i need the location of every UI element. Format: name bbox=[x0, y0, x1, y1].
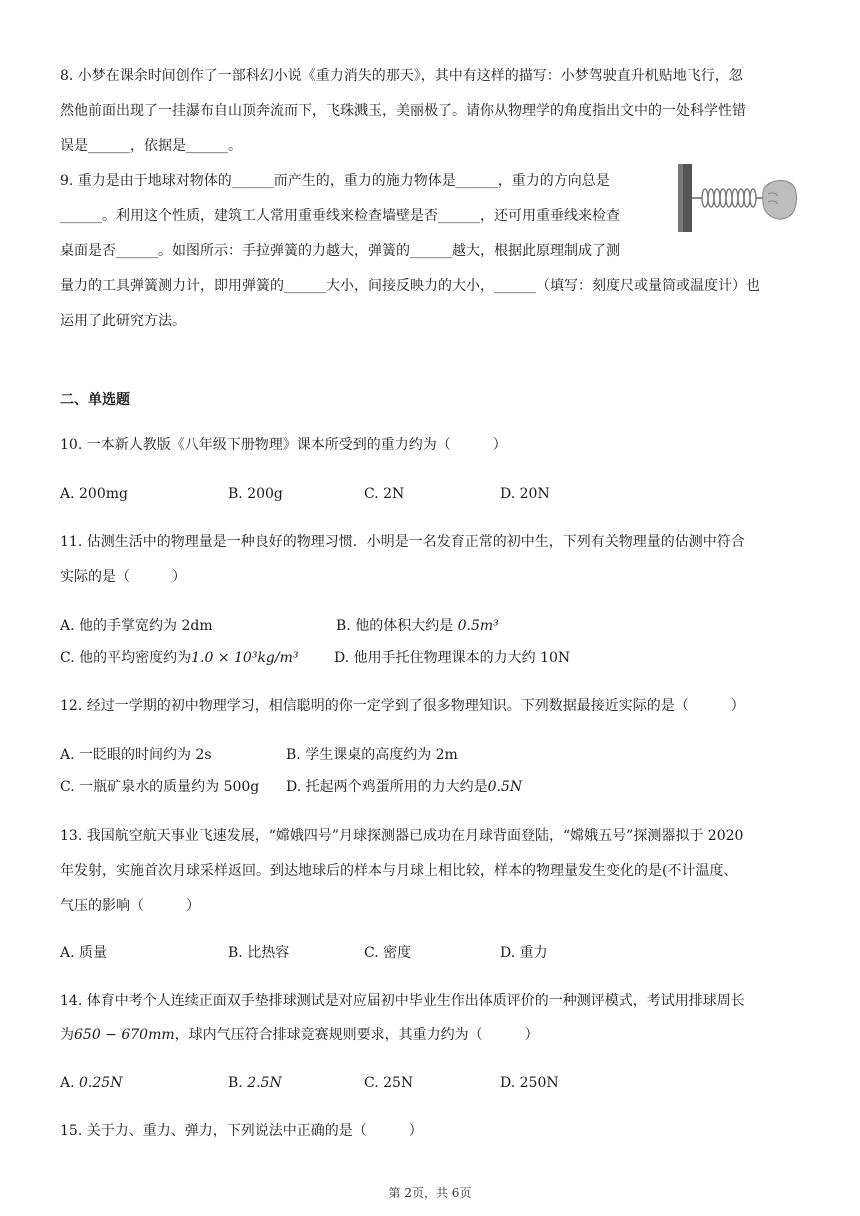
q13-line-1: 13. 我国航空航天事业飞速发展，“嫦娥四号”月球探测器已成功在月球背面登陆，“嫦娥五号”探测器拟于 2020 bbox=[60, 828, 744, 844]
hand-icon bbox=[763, 181, 797, 220]
q14-line-2 bbox=[60, 1025, 539, 1045]
q12-stem: 12. 经过一学期的初中物理学习，相信聪明的你一定学到了很多物理知识。下列数据最接近实际的是（ ） bbox=[60, 698, 745, 714]
q11-option-d: D. 他用手托住物理课本的力大约 10N bbox=[334, 650, 571, 666]
q12-option-d-formula: 0.5N bbox=[487, 779, 523, 795]
q10-stem: 10. 一本新人教版《八年级下册物理》课本所受到的重力约为（ ） bbox=[60, 437, 507, 453]
q14-option-b-formula: 2.5N bbox=[247, 1075, 282, 1091]
spring-coil bbox=[702, 189, 756, 207]
q9-line-4: 量力的工具弹簧测力计，即用弹簧的______大小，间接反映力的大小，______（填写：刻度尺或量筒或温度计）也 bbox=[60, 278, 760, 294]
q11-option-c-text: C. 他的平均密度约为 bbox=[60, 650, 192, 666]
q9-line-1: 9. 重力是由于地球对物体的______而产生的，重力的施力物体是______，重力的方向总是 bbox=[60, 173, 610, 189]
q14-option-a-text: A. bbox=[60, 1075, 80, 1091]
q11-line-2: 实际的是（ ） bbox=[60, 569, 186, 585]
q11-option-a: A. 他的手掌宽约为 2dm bbox=[60, 618, 213, 634]
q14-option-c: C. 25N bbox=[364, 1075, 414, 1091]
q11-option-b bbox=[336, 616, 499, 636]
q13-line-3: 气压的影响（ ） bbox=[60, 898, 200, 914]
q10-option-b: B. 200g bbox=[228, 486, 283, 502]
q14-option-d: D. 250N bbox=[500, 1075, 559, 1091]
q11-option-b-text: B. 他的体积大约是 bbox=[336, 618, 458, 634]
q13-option-d: D. 重力 bbox=[500, 945, 548, 961]
q12-option-a: A. 一眨眼的时间约为 2s bbox=[60, 747, 212, 763]
q10-option-d: D. 20N bbox=[500, 486, 550, 502]
q12-option-c: C. 一瓶矿泉水的质量约为 500g bbox=[60, 779, 260, 795]
q12-option-b: B. 学生课桌的高度约为 2m bbox=[286, 747, 458, 763]
q8-line-1: 8. 小梦在课余时间创作了一部科幻小说《重力消失的那天》，其中有这样的描写：小梦驾驶直升机贴地飞行，忽 bbox=[60, 68, 743, 84]
q14-formula: 650 − 670mm bbox=[74, 1027, 175, 1043]
q10-option-c: C. 2N bbox=[364, 486, 405, 502]
q15-stem: 15. 关于力、重力、弹力，下列说法中正确的是（ ） bbox=[60, 1123, 423, 1139]
q8-line-2: 然他前面出现了一挂瀑布自山顶奔流而下，飞珠溅玉，美丽极了。请你从物理学的角度指出文中的一处科学性错 bbox=[60, 103, 746, 119]
q14-line-1: 14. 体育中考个人连续正面双手垫排球测试是对应届初中毕业生作出体质评价的一种测评模式，考试用排球周长 bbox=[60, 993, 745, 1009]
q11-option-c-formula: 1.0 × 10³kg/m³ bbox=[191, 650, 299, 666]
q8-line-3: 误是______，依据是______。 bbox=[60, 138, 242, 154]
q12-option-d bbox=[286, 777, 522, 797]
section-heading-single-choice: 二、单选题 bbox=[60, 392, 130, 408]
q9-line-2: ______。利用这个性质，建筑工人常用重垂线来检查墙壁是否______，还可用重垂线来检查 bbox=[60, 208, 620, 224]
q13-option-c: C. 密度 bbox=[364, 945, 412, 961]
spring-hand-figure bbox=[674, 162, 800, 234]
q14-line-2-pre: 为 bbox=[60, 1027, 74, 1043]
q9-line-3: 桌面是否______。如图所示：手拉弹簧的力越大，弹簧的______越大，根据此原理制成了测 bbox=[60, 243, 620, 259]
q14-option-b-text: B. bbox=[228, 1075, 248, 1091]
q12-option-d-text: D. 托起两个鸡蛋所用的力大约是 bbox=[286, 779, 488, 795]
q10-option-a: A. 200mg bbox=[60, 486, 128, 502]
q9-line-5: 运用了此研究方法。 bbox=[60, 313, 186, 329]
q14-option-b bbox=[228, 1073, 282, 1093]
q13-line-2: 年发射，实施首次月球采样返回。到达地球后的样本与月球上相比较，样本的物理量发生变化的是(不计温度、 bbox=[60, 863, 738, 879]
q14-option-a-formula: 0.25N bbox=[79, 1075, 123, 1091]
page-footer: 第 2页，共 6页 bbox=[388, 1186, 472, 1200]
q11-line-1: 11. 估测生活中的物理量是一种良好的物理习惯．小明是一名发育正常的初中生，下列有关物理量的估测中符合 bbox=[60, 534, 745, 550]
q11-option-b-formula: 0.5m³ bbox=[457, 618, 499, 634]
q14-option-a bbox=[60, 1073, 122, 1093]
q14-line-2-post: ，球内气压符合排球竞赛规则要求，其重力约为（ ） bbox=[174, 1027, 539, 1043]
q13-option-a: A. 质量 bbox=[60, 945, 108, 961]
q13-option-b: B. 比热容 bbox=[228, 945, 290, 961]
q11-option-c bbox=[60, 648, 299, 668]
